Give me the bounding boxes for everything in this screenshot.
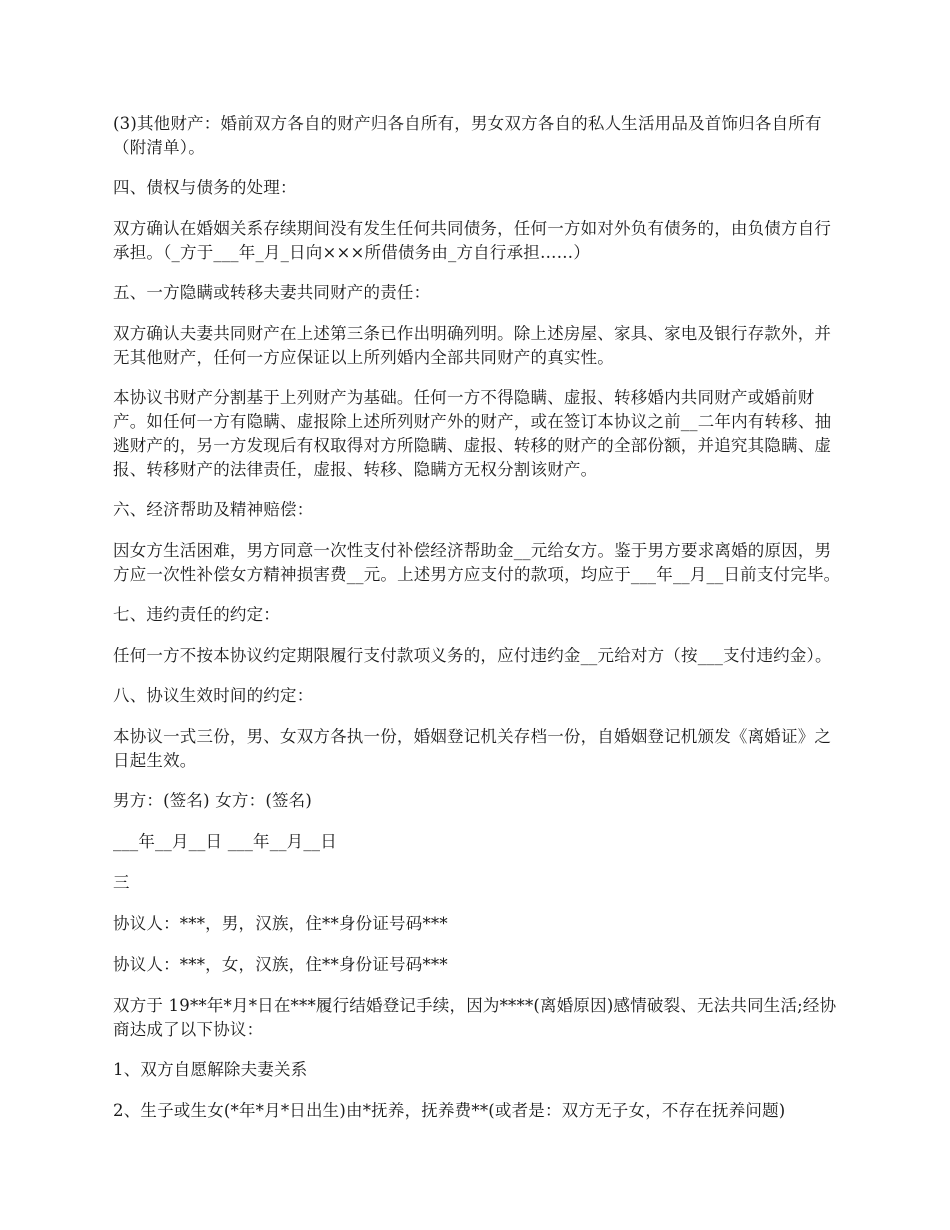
heading-effective-time: 八、协议生效时间的约定： <box>113 686 314 705</box>
heading-compensation: 六、经济帮助及精神赔偿： <box>113 500 314 519</box>
clause-child-custody: 2、生子或生女(*年*月*日出生)由*抚养，抚养费**(或者是：双方无子女，不存在抚养问题) <box>113 1101 786 1120</box>
document-page <box>113 112 843 1139</box>
paragraph-breach: 任何一方不按本协议约定期限履行支付款项义务的，应付违约金__元给对方（按___支付违约金）。 <box>113 646 832 665</box>
heading-concealment: 五、一方隐瞒或转移夫妻共同财产的责任： <box>113 283 431 302</box>
paragraph-other-property: (3)其他财产：婚前双方各自的财产归各自所有，男女双方各自的私人生活用品及首饰归各自所有（附清单）。 <box>113 114 822 157</box>
signature-line: 男方：(签名) 女方：(签名) <box>113 791 312 810</box>
paragraph-property-division: 本协议书财产分割基于上列财产为基础。任何一方不得隐瞒、虚报、转移婚内共同财产或婚前财产。如任何一方有隐瞒、虚报除上述所列财产外的财产，或在签订本协议之前__二年内有转移、抽逃财产的，另一方发现后有权取得对方所隐瞒、虚报、转移的财产的全部份额，并追究其隐瞒、虚报、转移财产的法律责任，虚报、转移、隐瞒方无权分割该财产。 <box>113 388 832 479</box>
date-line: ___年__月__日 ___年__月__日 <box>113 832 337 851</box>
paragraph-marriage-background: 双方于 19**年*月*日在***履行结婚登记手续，因为****(离婚原因)感情破裂、无法共同生活;经协商达成了以下协议： <box>113 996 837 1039</box>
section-number: 三 <box>113 873 130 892</box>
paragraph-compensation: 因女方生活困难，男方同意一次性支付补偿经济帮助金__元给女方。鉴于男方要求离婚的原因，男方应一次性补偿女方精神损害费__元。上述男方应支付的款项，均应于___年__月__日前支付完毕。 <box>113 541 841 584</box>
paragraph-debts: 双方确认在婚姻关系存续期间没有发生任何共同债务，任何一方如对外负有债务的，由负债方自行承担。（_方于___年_月_日向×××所借债务由_方自行承担……） <box>113 219 832 262</box>
heading-breach: 七、违约责任的约定： <box>113 605 280 624</box>
heading-debts: 四、债权与债务的处理： <box>113 178 297 197</box>
paragraph-property-confirmation: 双方确认夫妻共同财产在上述第三条已作出明确列明。除上述房屋、家具、家电及银行存款外，并无其他财产，任何一方应保证以上所列婚内全部共同财产的真实性。 <box>113 324 832 367</box>
party-female: 协议人：***，女，汉族，住**身份证号码*** <box>113 955 448 974</box>
party-male: 协议人：***，男，汉族，住**身份证号码*** <box>113 914 448 933</box>
paragraph-effective-time: 本协议一式三份，男、女双方各执一份，婚姻登记机关存档一份，自婚姻登记机颁发《离婚证》之日起生效。 <box>113 727 832 770</box>
clause-dissolution: 1、双方自愿解除夫妻关系 <box>113 1060 308 1079</box>
